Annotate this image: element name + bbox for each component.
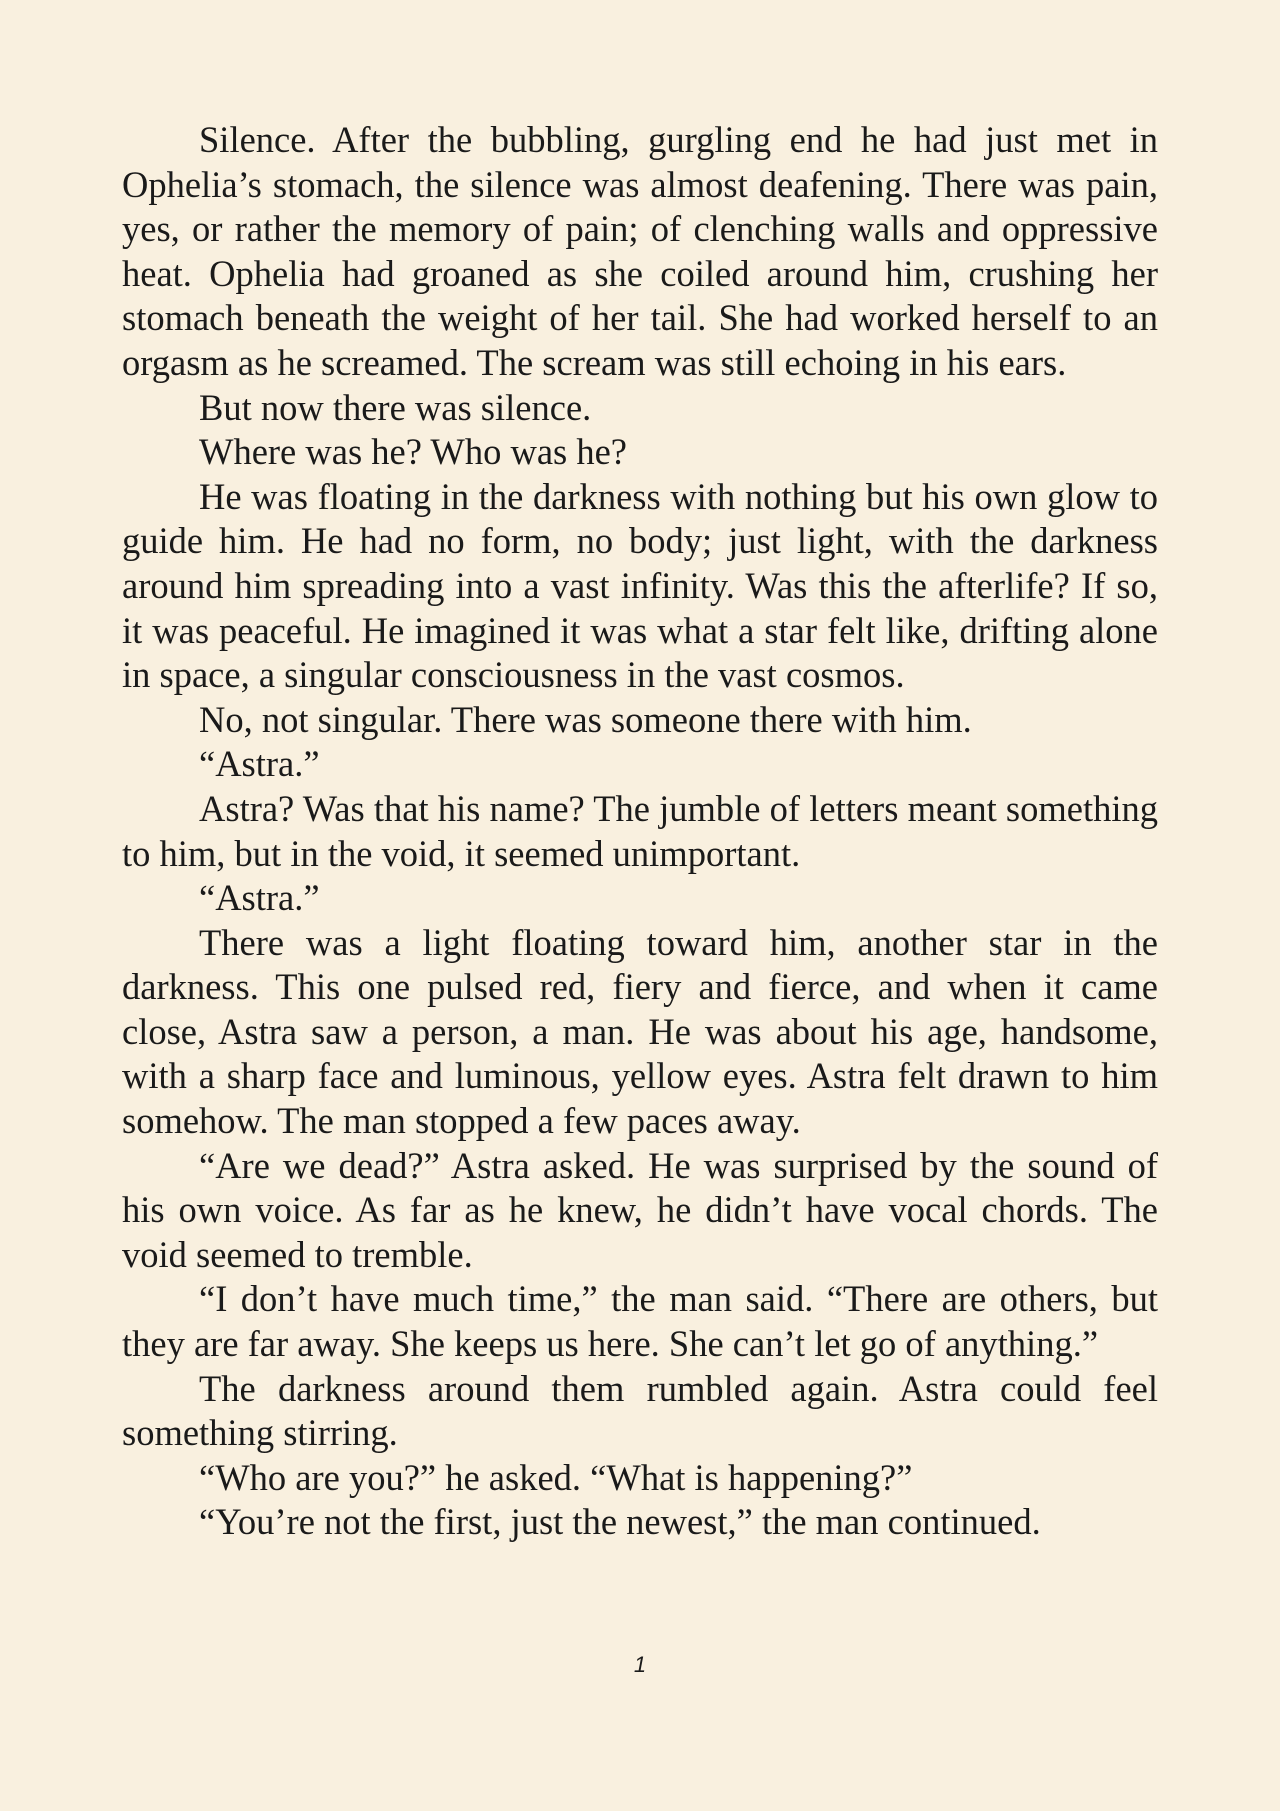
paragraph: “Who are you?” he asked. “What is happening?” (199, 1456, 913, 1498)
paragraph: But now there was silence. (199, 386, 592, 428)
body-text (122, 118, 1158, 1545)
paragraph: Astra? Was that his name? The jumble of letters meant something to him, but in the void, it seemed unimportant. (122, 787, 1158, 874)
paragraph: “Astra.” (199, 877, 320, 919)
paragraph: Where was he? Who was he? (199, 431, 628, 473)
paragraph: No, not singular. There was someone there with him. (199, 698, 972, 740)
paragraph: “You’re not the first, just the newest,” the man continued. (199, 1501, 1041, 1543)
paragraph: “Astra.” (199, 743, 320, 785)
paragraph: He was floating in the darkness with nothing but his own glow to guide him. He had no form, no body; just light, with the darkness around him spreading into a vast infinity. Was this the afterlife? If so, it was peaceful. He imagined it was what a star felt like, drifting alone in space, a singular consciousness in the vast cosmos. (122, 475, 1158, 696)
paragraph: The darkness around them rumbled again. Astra could feel something stirring. (122, 1367, 1158, 1454)
page-number: 1 (633, 1652, 647, 1677)
paragraph: Silence. After the bubbling, gurgling end he had just met in Ophelia’s stomach, the silence was almost deafening. There was pain, yes, or rather the memory of pain; of clenching walls and oppressive heat. Ophelia had groaned as she coiled around him, crushing her stomach beneath the weight of her tail. She had worked herself to an orgasm as he screamed. The scream was still echoing in his ears. (122, 119, 1158, 383)
paragraph: “Are we dead?” Astra asked. He was surprised by the sound of his own voice. As far as he knew, he didn’t have vocal chords. The void seemed to tremble. (122, 1144, 1158, 1275)
paragraph: “I don’t have much time,” the man said. “There are others, but they are far away. She keeps us here. She can’t let go of anything.” (122, 1278, 1158, 1365)
paragraph: There was a light floating toward him, another star in the darkness. This one pulsed red, fiery and fierce, and when it came close, Astra saw a person, a man. He was about his age, handsome, with a sharp face and luminous, yellow eyes. Astra felt drawn to him somehow. The man stopped a few paces away. (122, 921, 1158, 1142)
